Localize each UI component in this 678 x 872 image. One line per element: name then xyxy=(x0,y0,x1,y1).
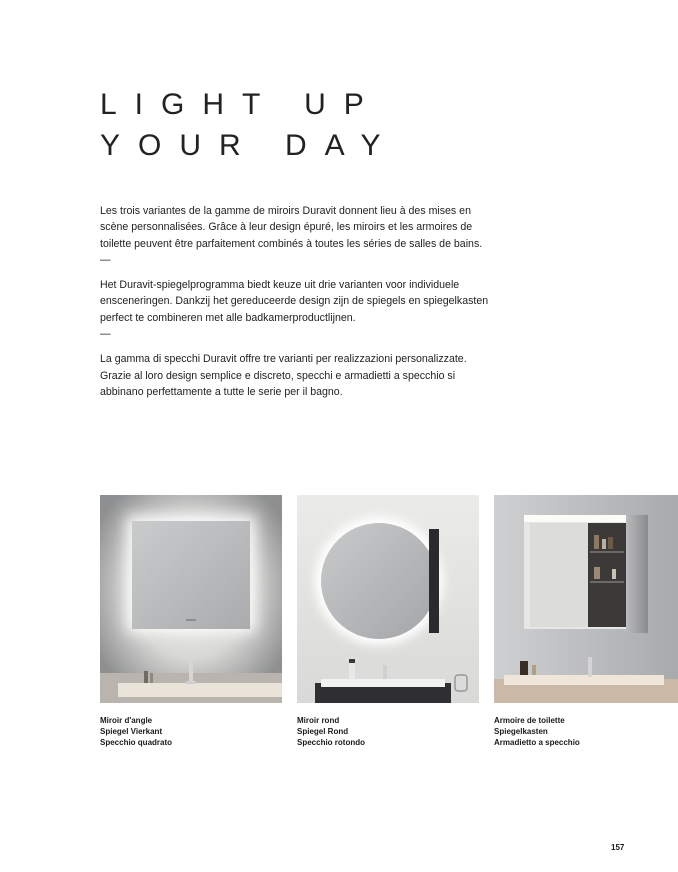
caption-square-mirror xyxy=(100,715,172,748)
round-mirror-image xyxy=(297,495,479,703)
paragraph-line: Les trois variantes de la gamme de miroirs Duravit donnent lieu à des mises en xyxy=(100,205,471,217)
mirror-cabinet-image xyxy=(494,495,678,703)
caption-line: Spiegel Rond xyxy=(297,727,349,736)
square-mirror-photo xyxy=(100,495,282,703)
paragraph-line: Grazie al loro design semplice e discreto, specchi e armadietti a specchio si xyxy=(100,369,456,382)
intro-text xyxy=(100,203,500,400)
title-line-1: LIGHT UP xyxy=(100,88,382,121)
separator-dash: — xyxy=(100,328,111,341)
caption-line: Specchio rotondo xyxy=(297,738,365,747)
separator-dash: — xyxy=(100,253,111,266)
caption-line: Miroir rond xyxy=(297,716,340,725)
caption-line: Miroir d'angle xyxy=(100,716,153,725)
paragraph-line: scène personnalisées. Grâce à leur design épuré, les miroirs et les armoires de xyxy=(100,221,473,234)
title-line-2: YOUR DAY xyxy=(100,129,399,162)
caption-round-mirror xyxy=(297,715,365,748)
caption-mirror-cabinet xyxy=(494,715,580,748)
caption-line: Armadietto a specchio xyxy=(494,738,580,747)
page-number: 157 xyxy=(611,843,625,852)
page-title xyxy=(100,84,398,166)
caption-line: Spiegel Vierkant xyxy=(100,727,163,736)
square-mirror-image xyxy=(100,495,282,703)
paragraph-italian xyxy=(100,351,500,400)
caption-line: Armoire de toilette xyxy=(494,716,565,725)
round-mirror-photo xyxy=(297,495,479,703)
paragraph-line: ensceneringen. Dankzij het gereduceerde design zijn de spiegels en spiegelkasten xyxy=(100,295,489,308)
paragraph-line: La gamma di specchi Duravit offre tre varianti per realizzazioni personalizzate. xyxy=(100,353,467,366)
paragraph-line: perfect te combineren met alle badkamerproductlijnen. xyxy=(100,311,356,324)
caption-line: Spiegelkasten xyxy=(494,727,548,736)
caption-line: Specchio quadrato xyxy=(100,738,173,747)
paragraph-dutch xyxy=(100,277,500,326)
paragraph-line: toilette peuvent être parfaitement combinés à toutes les séries de salles de bains. xyxy=(100,237,483,250)
paragraph-french xyxy=(100,203,500,252)
paragraph-line: abbinano perfettamente a tutte le serie per il bagno. xyxy=(100,385,343,398)
paragraph-line: Het Duravit-spiegelprogramma biedt keuze uit drie varianten voor individuele xyxy=(100,279,460,292)
product-gallery xyxy=(100,495,678,755)
mirror-cabinet-photo xyxy=(494,495,678,703)
